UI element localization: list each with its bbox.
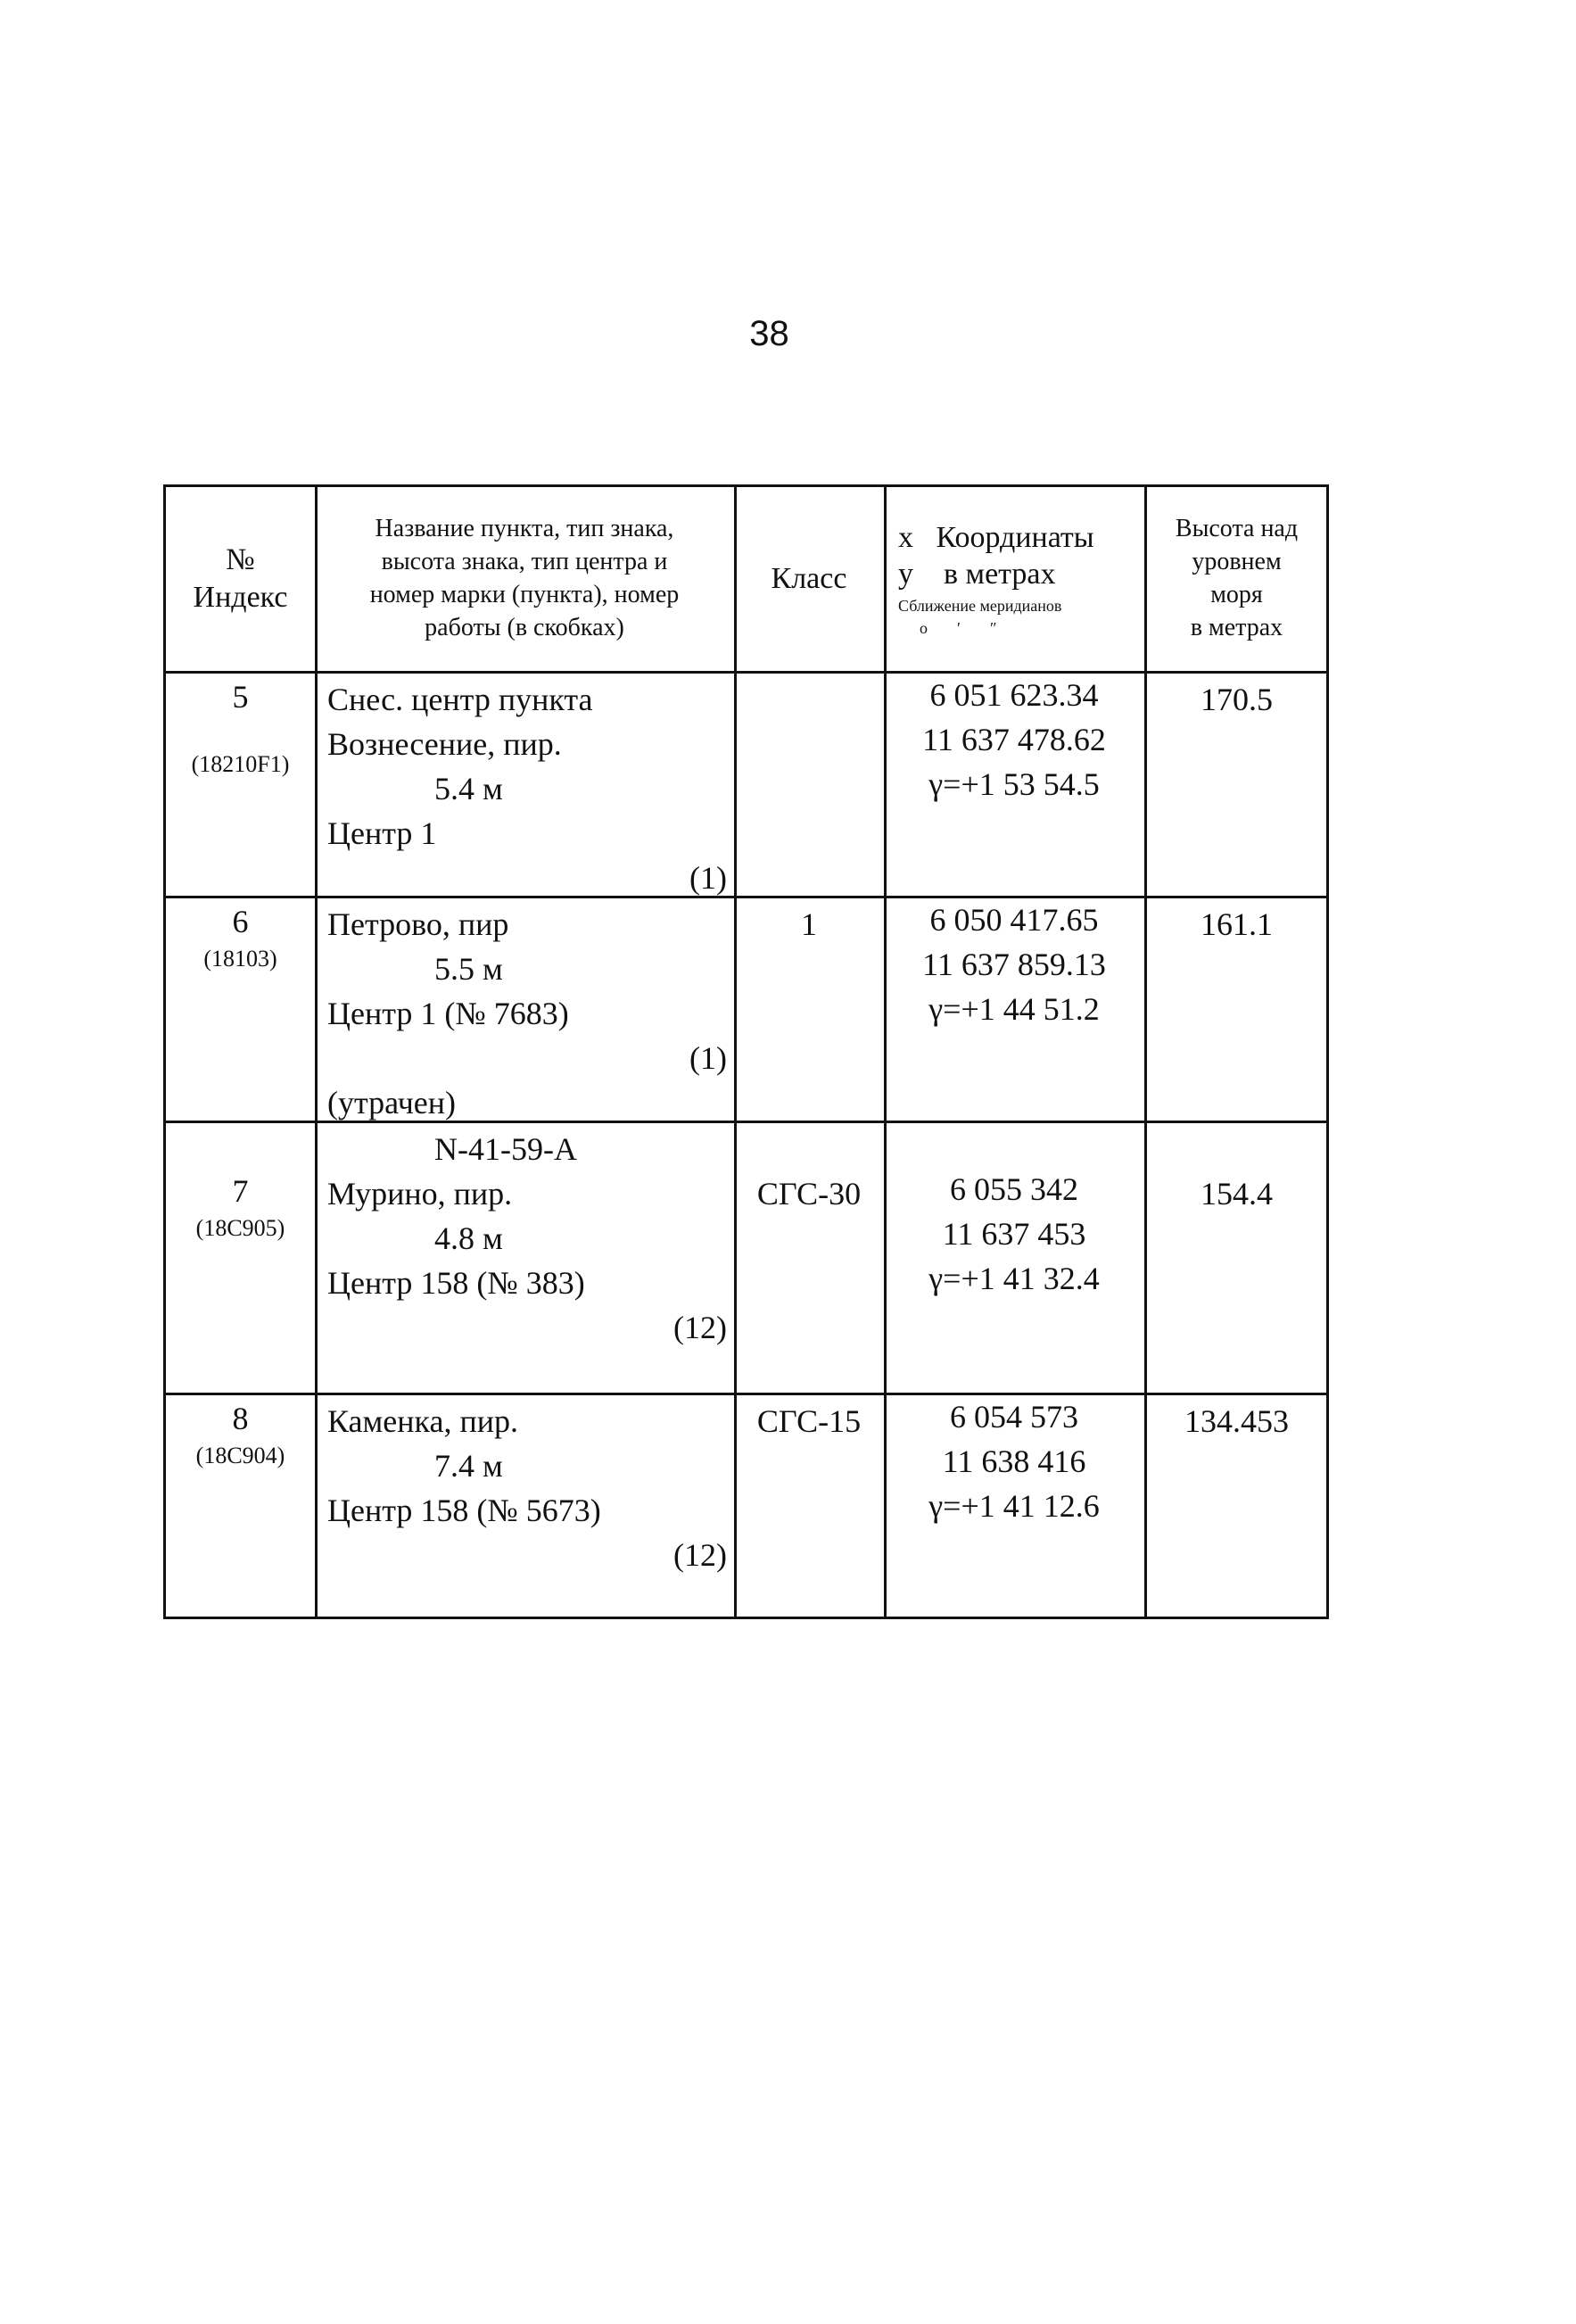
class-cell: СГС-30 [756,1176,862,1212]
coords-cell [884,897,1144,1031]
header-convergence: Сближение меридианов [898,596,1062,615]
work-number: (12) [673,1310,727,1345]
center-type: Центр 158 (№ 5673) [327,1493,601,1528]
index-cell [166,1398,315,1472]
height-cell: 161.1 [1201,906,1273,942]
height-cell: 134.453 [1184,1403,1289,1439]
point-index: (18210F1) [191,750,290,777]
table-row [166,1393,1326,1619]
header-height-line: Высота над [1175,515,1299,543]
table-row [166,896,1326,1121]
header-name-line: номер марки (пункта), номер [369,581,680,608]
header-name-line: Название пункта, тип знака, [375,515,674,543]
point-index: (18103) [203,945,277,972]
meridian-convergence: γ=+1 41 32.4 [928,1261,1100,1296]
index-cell [166,1170,315,1245]
coord-y: 11 637 453 [942,1216,1086,1252]
header-angle-units: o ′ ″ [920,618,1004,637]
coord-y: 11 638 416 [942,1443,1086,1479]
map-sheet: N-41-59-А [434,1131,577,1167]
center-type: Центр 158 (№ 383) [327,1265,585,1301]
name-line: Снес. центр пункта [327,682,593,717]
header-class-label: Класс [771,562,847,595]
header-height-line: в метрах [1190,613,1283,641]
header-coords-y: y в метрах [898,558,1056,591]
work-number: (1) [689,860,727,896]
coord-x: 6 054 573 [950,1399,1078,1435]
header-height-line: уровнем [1192,548,1282,576]
sign-height: 4.8 м [434,1220,503,1256]
name-line: Каменка, пир. [327,1403,518,1439]
page-number: 38 [749,314,789,353]
work-number: (12) [673,1537,727,1573]
meridian-convergence: γ=+1 44 51.2 [928,991,1100,1027]
header-index [166,487,315,671]
index-cell [166,676,315,781]
name-line: Вознесение, пир. [327,726,562,762]
point-number: 6 [232,904,249,939]
coords-cell [884,673,1144,806]
table-row [166,1121,1326,1393]
header-class [734,487,884,671]
sign-height: 5.4 м [434,771,503,806]
coord-x: 6 055 342 [950,1171,1078,1207]
point-index: (18С905) [195,1214,285,1241]
height-cell: 154.4 [1201,1176,1273,1212]
header-coords-x: x Координаты [898,521,1094,555]
center-type: Центр 1 (№ 7683) [327,996,569,1031]
meridian-convergence: γ=+1 41 12.6 [928,1488,1100,1524]
coord-y: 11 637 859.13 [922,947,1106,982]
status-note: (утрачен) [327,1085,457,1121]
header-name-line: работы (в скобках) [425,613,624,641]
class-cell: СГС-15 [756,1403,862,1439]
work-number: (1) [689,1040,727,1076]
point-index: (18С904) [195,1442,285,1468]
index-cell [166,901,315,975]
name-line: Мурино, пир. [327,1176,513,1212]
coord-x: 6 050 417.65 [929,902,1099,938]
coords-cell [884,1167,1144,1301]
header-index-label: Индекс [193,581,288,614]
height-cell: 170.5 [1201,682,1273,717]
center-type: Центр 1 [327,815,437,851]
class-cell: 1 [801,906,817,942]
header-name-line: высота знака, тип центра и [381,548,668,576]
table-row [166,671,1326,896]
geodetic-points-table [163,484,1329,1619]
coords-cell [884,1394,1144,1528]
point-number: 8 [232,1401,249,1436]
coord-x: 6 051 623.34 [929,677,1099,713]
header-coordinates [884,487,1144,671]
sign-height: 5.5 м [434,951,503,987]
sign-height: 7.4 м [434,1448,503,1484]
meridian-convergence: γ=+1 53 54.5 [928,766,1100,802]
header-number-sign: № [226,542,255,576]
header-name [315,487,734,671]
coord-y: 11 637 478.62 [922,722,1106,757]
point-number: 5 [232,679,249,715]
header-height [1144,487,1329,671]
name-line: Петрово, пир [327,906,509,942]
header-height-line: моря [1210,581,1263,608]
point-number: 7 [232,1173,249,1209]
